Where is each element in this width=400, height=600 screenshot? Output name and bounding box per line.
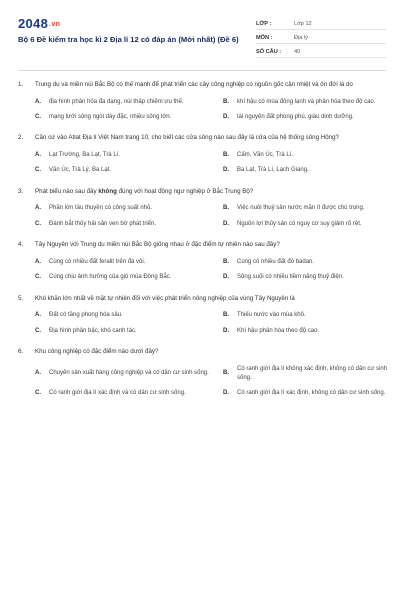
answer-option-b[interactable] bbox=[223, 151, 399, 160]
meta-row-subject bbox=[256, 30, 386, 44]
answer-option-c[interactable] bbox=[35, 389, 211, 398]
option-text: Sông suối có nhiều tiềm năng thuỷ điện. bbox=[237, 274, 344, 281]
option-letter: D. bbox=[223, 274, 229, 281]
option-text: Việc nuôi thuỷ sản nước mặn ít được chú trọng. bbox=[237, 205, 365, 212]
document-header bbox=[18, 10, 386, 71]
option-text: Cùng có nhiều đất đỏ badan. bbox=[237, 258, 315, 265]
answer-option-d[interactable] bbox=[223, 327, 399, 336]
answer-option-c[interactable] bbox=[35, 327, 211, 336]
option-text: Cùng chịu ảnh hưởng của gió mùa Đông Bắc. bbox=[49, 274, 172, 281]
question-list bbox=[18, 80, 388, 410]
option-letter: B. bbox=[223, 152, 229, 158]
option-letter: A. bbox=[35, 258, 41, 265]
option-text: Cấm, Văn Úc, Trà Lí. bbox=[237, 152, 294, 158]
answer-option-b[interactable] bbox=[223, 258, 399, 267]
question-number: 4. bbox=[18, 241, 24, 249]
option-letter: A. bbox=[35, 152, 41, 158]
option-text: Địa hình phân bậc, khó canh tác. bbox=[49, 327, 137, 334]
option-text: Phần lớn tàu thuyền có công suất nhỏ. bbox=[49, 205, 153, 212]
option-letter: D. bbox=[223, 220, 229, 227]
answer-options bbox=[18, 98, 382, 123]
answer-options bbox=[18, 311, 382, 336]
option-letter: D. bbox=[223, 167, 229, 174]
question-text-part: Phát biểu nào sau đây bbox=[35, 187, 99, 195]
option-letter: B. bbox=[223, 258, 229, 265]
meta-label: LỚP : bbox=[256, 21, 272, 27]
option-text: Nguồn lợi thủy sản có nguy cơ suy giảm rõ rệt. bbox=[237, 220, 362, 227]
answer-option-a[interactable] bbox=[35, 365, 211, 384]
question-text bbox=[35, 347, 382, 357]
document-meta bbox=[256, 16, 386, 58]
meta-value: 40 bbox=[294, 49, 301, 55]
option-text: Cùng có nhiều đất feralit trên đá vôi. bbox=[49, 258, 146, 265]
document-title: Bộ 6 Đề kiểm tra học kì 2 Địa lí 12 có đáp án (Mới nhất) (Đề 6) bbox=[18, 35, 239, 44]
logo-suffix: .vn bbox=[49, 21, 61, 29]
question-number: 2. bbox=[18, 134, 24, 142]
answer-option-a[interactable] bbox=[35, 204, 211, 213]
option-letter: A. bbox=[35, 205, 41, 212]
question-stem bbox=[18, 133, 382, 143]
question-6 bbox=[18, 347, 388, 399]
option-text: Văn Úc, Trà Lý, Ba Lạt. bbox=[49, 167, 112, 174]
option-letter: C. bbox=[35, 390, 41, 397]
answer-option-a[interactable] bbox=[35, 151, 211, 160]
option-text: Khí hậu phân hóa theo độ cao. bbox=[237, 327, 320, 334]
question-1 bbox=[18, 80, 382, 122]
question-text-emphasis: không bbox=[98, 187, 117, 195]
answer-option-c[interactable] bbox=[35, 273, 211, 282]
answer-option-c[interactable] bbox=[35, 113, 211, 122]
question-text bbox=[35, 240, 382, 250]
option-letter: B. bbox=[223, 205, 229, 212]
option-text: tài nguyên đất phong phú, giàu dinh dưỡng. bbox=[237, 114, 354, 120]
option-letter: B. bbox=[223, 312, 229, 319]
question-number: 3. bbox=[18, 187, 24, 195]
answer-option-d[interactable] bbox=[223, 389, 399, 398]
site-logo[interactable] bbox=[18, 16, 60, 31]
question-stem bbox=[18, 347, 382, 357]
answer-options bbox=[18, 258, 382, 283]
answer-option-a[interactable] bbox=[35, 98, 211, 107]
question-5 bbox=[18, 294, 382, 336]
question-text bbox=[35, 187, 382, 197]
option-text: địa hình phân hóa đa dạng, núi thấp chiếm ưu thế. bbox=[49, 98, 184, 105]
meta-value: Lớp 12 bbox=[294, 21, 312, 27]
meta-value: Địa lý bbox=[294, 35, 308, 41]
question-stem bbox=[18, 240, 382, 250]
option-text: Có ranh giới địa lí xác định, không có dân cư sinh sống. bbox=[237, 390, 386, 397]
answer-option-b[interactable] bbox=[223, 204, 399, 213]
question-text bbox=[35, 133, 382, 143]
question-stem bbox=[18, 187, 382, 197]
logo-text: 2048 bbox=[18, 16, 49, 31]
option-letter: B. bbox=[223, 98, 229, 105]
answer-option-d[interactable] bbox=[223, 113, 399, 122]
question-number: 6. bbox=[18, 348, 24, 356]
answer-options bbox=[18, 365, 388, 399]
answer-option-d[interactable] bbox=[223, 166, 399, 175]
question-text bbox=[35, 294, 382, 304]
answer-option-c[interactable] bbox=[35, 220, 211, 229]
question-text-part: Khu công nghiệp có đặc điểm nào dưới đây? bbox=[35, 348, 159, 356]
meta-row-grade bbox=[256, 16, 386, 30]
answer-options bbox=[18, 204, 382, 229]
option-letter: A. bbox=[35, 98, 41, 105]
answer-option-b[interactable] bbox=[223, 311, 399, 320]
question-text-part: đúng với hoạt động ngư nghiệp ở Bắc Trung Bộ? bbox=[116, 187, 254, 195]
option-letter: D. bbox=[223, 114, 229, 120]
option-text: Chuyên sản xuất hàng công nghiệp và có dân cư sinh sống. bbox=[49, 370, 209, 377]
option-text: Có ranh giới địa lí không xác định, không có dân cư sinh sống. bbox=[237, 365, 388, 382]
option-text: Có ranh giới địa lí xác định và có dân cư sinh sống. bbox=[49, 390, 186, 397]
option-letter: C. bbox=[35, 167, 41, 174]
option-letter: C. bbox=[35, 220, 41, 227]
answer-option-d[interactable] bbox=[223, 220, 399, 229]
option-text: Lạt Trường, Ba Lạt, Trà Lí. bbox=[49, 152, 120, 158]
question-stem bbox=[18, 80, 382, 90]
answer-options bbox=[18, 151, 382, 176]
option-letter: C. bbox=[35, 114, 41, 120]
question-text-part: Căn cứ vào Atlat Địa lí Việt Nam trang 10, cho biết các cửa sông nào sau đây là cửa của hệ thống sông Hồng? bbox=[35, 134, 339, 142]
question-2 bbox=[18, 133, 382, 175]
option-text: Ba Lạt, Trà Lí, Lạch Giang. bbox=[237, 167, 309, 174]
question-stem bbox=[18, 294, 382, 304]
answer-option-b[interactable] bbox=[223, 98, 399, 107]
answer-option-a[interactable] bbox=[35, 311, 211, 320]
option-letter: C. bbox=[35, 274, 41, 281]
option-text: mạng lưới sông ngòi dày đặc, nhiều sông lớn. bbox=[49, 114, 172, 120]
answer-option-d[interactable] bbox=[223, 273, 399, 282]
option-letter: A. bbox=[35, 312, 41, 319]
question-number: 5. bbox=[18, 294, 24, 302]
question-number: 1. bbox=[18, 81, 24, 88]
option-text: Thiếu nước vào mùa khô. bbox=[237, 312, 306, 319]
option-text: Đất có tầng phong hóa sâu. bbox=[49, 312, 123, 319]
option-letter: B. bbox=[223, 370, 229, 377]
option-letter: C. bbox=[35, 327, 41, 334]
question-text-part: Trung du và miền núi Bắc Bộ có thế mạnh để phát triển các cây công nghiệp có nguồn gốc cận nhiệt và ôn đới là do bbox=[35, 81, 353, 88]
question-4 bbox=[18, 240, 382, 282]
question-text-part: Khó khăn lớn nhất về mặt tự nhiên đối với việc phát triển nông nghiệp của vùng Tây Nguyên là bbox=[35, 294, 295, 302]
question-3 bbox=[18, 187, 382, 229]
answer-option-a[interactable] bbox=[35, 258, 211, 267]
answer-option-b[interactable] bbox=[223, 365, 399, 384]
meta-row-count bbox=[256, 44, 386, 58]
question-text-part: Tây Nguyên với Trung du miền núi Bắc Bộ giống nhau ở đặc điểm tự nhiên nào sau đây? bbox=[35, 241, 280, 249]
question-text bbox=[35, 80, 382, 90]
option-letter: D. bbox=[223, 327, 229, 334]
answer-option-c[interactable] bbox=[35, 166, 211, 175]
option-text: Đánh bắt thủy hải sản ven bờ phát triển. bbox=[49, 220, 157, 227]
option-letter: A. bbox=[35, 370, 41, 377]
meta-label: SỐ CÂU : bbox=[256, 49, 282, 55]
meta-label: MÔN : bbox=[256, 35, 273, 41]
option-text: khí hậu có mùa đông lạnh và phân hóa theo độ cao. bbox=[237, 98, 376, 105]
option-letter: D. bbox=[223, 390, 229, 397]
